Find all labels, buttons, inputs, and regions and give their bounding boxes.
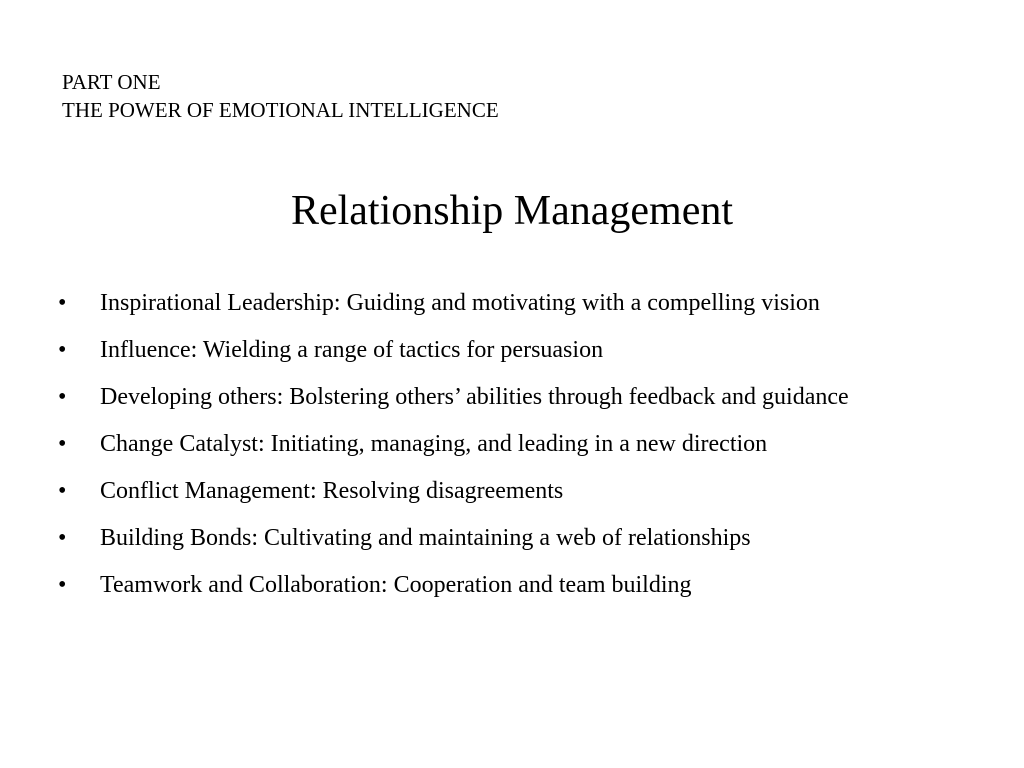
bullet-item bbox=[58, 333, 988, 367]
bullet-list bbox=[58, 286, 988, 615]
bullet-item bbox=[58, 286, 988, 320]
slide-title: Relationship Management bbox=[290, 188, 734, 234]
bullet-item bbox=[58, 427, 988, 461]
header-part-title: THE POWER OF EMOTIONAL INTELLIGENCE bbox=[62, 98, 499, 122]
bullet-icon: • bbox=[58, 431, 67, 457]
bullet-text: Inspirational Leadership: Guiding and motivating with a compelling vision bbox=[100, 290, 820, 316]
bullet-icon: • bbox=[58, 337, 67, 363]
bullet-text: Influence: Wielding a range of tactics for persuasion bbox=[100, 337, 604, 363]
bullet-item bbox=[58, 380, 988, 414]
bullet-icon: • bbox=[58, 572, 67, 598]
bullet-text: Change Catalyst: Initiating, managing, and leading in a new direction bbox=[100, 431, 768, 457]
bullet-icon: • bbox=[58, 525, 67, 551]
bullet-icon: • bbox=[58, 384, 67, 410]
bullet-text: Teamwork and Collaboration: Cooperation and team building bbox=[100, 572, 692, 598]
bullet-icon: • bbox=[58, 290, 67, 316]
bullet-item bbox=[58, 521, 988, 555]
bullet-icon: • bbox=[58, 478, 67, 504]
slide-header bbox=[62, 68, 499, 124]
header-part-label: PART ONE bbox=[62, 70, 161, 94]
bullet-item bbox=[58, 568, 988, 602]
bullet-text: Building Bonds: Cultivating and maintaining a web of relationships bbox=[100, 525, 751, 551]
bullet-text: Developing others: Bolstering others’ abilities through feedback and guidance bbox=[100, 384, 849, 410]
bullet-text: Conflict Management: Resolving disagreements bbox=[100, 478, 564, 504]
bullet-item bbox=[58, 474, 988, 508]
